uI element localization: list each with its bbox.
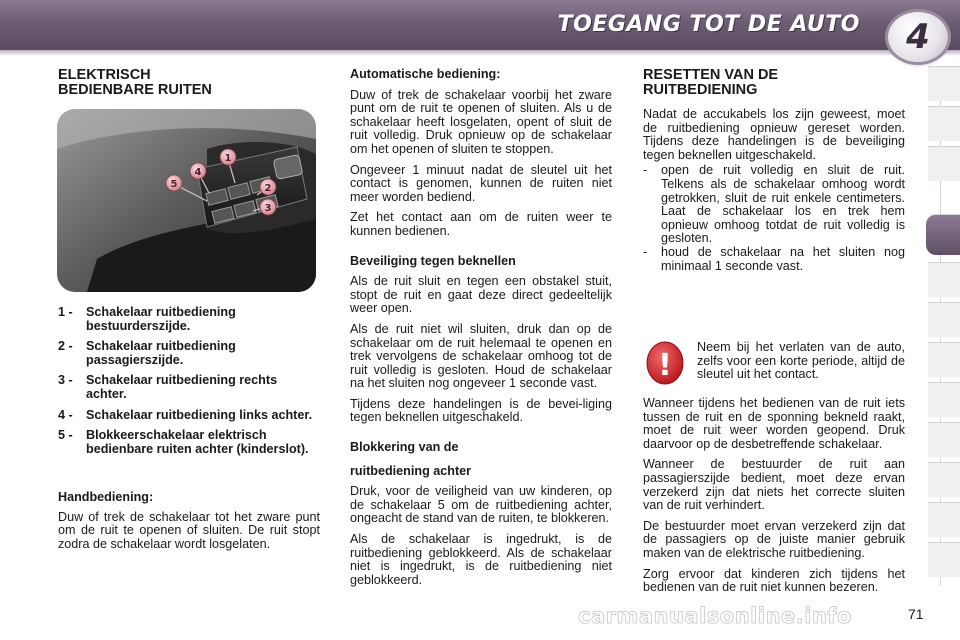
header-shadow <box>0 50 960 56</box>
chapter-tab[interactable] <box>928 262 960 297</box>
chapter-tabs <box>928 66 960 586</box>
door-panel-illustration <box>57 109 316 292</box>
subsection-heading: Beveiliging tegen beknellen <box>350 253 516 268</box>
item-text: houd de schakelaar na het sluiten nog minimaal 1 seconde vast. <box>661 244 905 273</box>
list-item <box>58 429 320 456</box>
bullet-dash: - <box>643 163 648 178</box>
window-switch-photo <box>57 109 316 292</box>
paragraph: Tijdens deze handelingen is de bevei-liging tegen beknellen uitgeschakeld. <box>350 396 612 425</box>
column-safety-notes <box>643 397 905 602</box>
manual-operation-block <box>58 491 320 551</box>
chapter-tab[interactable] <box>928 342 960 377</box>
chapter-tab[interactable] <box>928 66 960 101</box>
paragraph: Als de ruit sluit en tegen een obstakel stuit, stopt de ruit en gaat deze direct gedeeltelijk weer open. <box>350 274 612 316</box>
paragraph: Zet het contact aan om de ruiten weer te kunnen bedienen. <box>350 210 612 238</box>
item-text: Blokkeerschakelaar elektrisch bedienbare ruiten achter (kinderslot). <box>86 428 309 456</box>
list-item <box>58 409 320 423</box>
list-item <box>58 340 320 367</box>
item-text: Schakelaar ruitbediening rechts achter. <box>86 373 278 401</box>
callout-label-3: 3 <box>264 203 272 214</box>
paragraph: De bestuurder moet ervan verzekerd zijn dat de passagiers op de juiste manier gebruik maken van de elektrische ruitbediening. <box>643 518 905 560</box>
paragraph: Ongeveer 1 minuut nadat de sleutel uit het contact is genomen, kunnen de ruiten niet meer worden bediend. <box>350 162 612 204</box>
chapter-tab[interactable] <box>928 462 960 497</box>
chapter-tab[interactable] <box>928 382 960 417</box>
item-text: Schakelaar ruitbediening bestuurderszijde. <box>86 305 236 333</box>
subsection-heading: Automatische bediening: <box>350 67 501 81</box>
chapter-tab[interactable] <box>928 422 960 457</box>
switch-legend-list <box>58 306 320 463</box>
section-title: RUITBEDIENING <box>643 82 758 98</box>
item-text: open de ruit volledig en sluit de ruit. Telkens als de schakelaar omhoog wordt getrokken, sluit de ruit enkele centimeters. Laat de schakelaar los en trek hem opnieuw omhoog totdat de ruit volledig is gesloten. <box>661 163 905 246</box>
callout-label-4: 4 <box>194 167 202 178</box>
section-electric-windows <box>58 68 320 98</box>
chapter-tab[interactable] <box>928 502 960 537</box>
page-title: TOEGANG TOT DE AUTO <box>557 12 860 37</box>
watermark: carmanualsonline.info <box>578 604 852 628</box>
list-item <box>643 246 905 273</box>
chapter-tab[interactable] <box>928 542 960 577</box>
chapter-tab-active[interactable] <box>926 214 960 255</box>
paragraph: Duw of trek de schakelaar voorbij het zware punt om de ruit te openen of sluiten. Als u de schakelaar heeft losgelaten, opent of sluit de ruit volledig. Druk opnieuw op de schakelaar om het openen of sluiten te stoppen. <box>350 87 612 156</box>
callout-label-5: 5 <box>170 179 178 190</box>
chapter-tab[interactable] <box>928 146 960 181</box>
list-item <box>58 374 320 401</box>
item-number: 3 - <box>58 373 73 388</box>
paragraph: Wanneer tijdens het bedienen van de ruit iets tussen de ruit en de sponning bekneld raakt, moet de ruit weer worden geopend. Druk daarvoor op de desbetreffende schakelaar. <box>643 396 905 451</box>
page-number: 71 <box>908 606 924 622</box>
subsection-heading: Blokkering van de <box>350 440 459 455</box>
item-text: Schakelaar ruitbediening links achter. <box>86 407 313 422</box>
bullet-dash: - <box>643 244 648 259</box>
chapter-tab[interactable] <box>928 106 960 141</box>
paragraph: Duw of trek de schakelaar tot het zware punt om de ruit te openen of sluiten. De ruit stopt zodra de schakelaar wordt losgelaten. <box>58 509 320 551</box>
section-title: RESETTEN VAN DE <box>643 67 779 83</box>
chapter-number-badge: 4 <box>888 12 948 62</box>
warning-icon <box>645 340 685 386</box>
paragraph: Wanneer de bestuurder de ruit aan passagierszijde bedient, moet deze ervan verzekerd zijn dat niets het correcte sluiten van de ruit verhindert. <box>643 457 905 513</box>
column-automatic-operation <box>350 68 612 594</box>
subsection-heading: Handbediening: <box>58 490 154 504</box>
callout-label-1: 1 <box>224 153 232 164</box>
item-number: 5 - <box>58 428 73 443</box>
section-title: BEDIENBARE RUITEN <box>58 82 212 98</box>
paragraph: Als de ruit niet wil sluiten, druk dan op de schakelaar om de ruit helemaal te openen en trek vervolgens de schakelaar omhoog tot de ruit volledig is gesloten. Houd de schakelaar na het sluiten nog ongeveer 1 seconde vast. <box>350 321 612 391</box>
item-number: 1 - <box>58 305 73 319</box>
warning-symbol: ! <box>658 348 672 383</box>
paragraph: Druk, voor de veiligheid van uw kinderen, op de schakelaar 5 om de ruitbediening achter, ongeacht de stand van de ruiten, te blokkeren. <box>350 484 612 526</box>
list-item <box>58 306 320 333</box>
paragraph: Als de schakelaar is ingedrukt, is de ruitbediening geblokkeerd. Als de schakelaar niet is ingedrukt, is de ruitbediening niet geblokkeerd. <box>350 532 612 587</box>
paragraph: Nadat de accukabels los zijn geweest, moet de ruitbediening opnieuw gereset worden. Tijdens deze handelingen is de beveiliging tegen beknellen uitgeschakeld. <box>643 107 905 162</box>
item-number: 4 - <box>58 407 73 422</box>
section-reset-windows <box>643 68 905 273</box>
paragraph: Zorg ervoor dat kinderen zich tijdens het bedienen van de ruit niet kunnen bezeren. <box>643 566 905 595</box>
callout-label-2: 2 <box>264 183 272 194</box>
item-number: 2 - <box>58 339 73 354</box>
section-title: ELEKTRISCH <box>58 67 151 83</box>
subsection-heading: ruitbediening achter <box>350 463 472 478</box>
item-text: Schakelaar ruitbediening passagierszijde. <box>86 339 236 367</box>
warning-text: Neem bij het verlaten van de auto, zelfs voor een korte periode, altijd de sleutel uit het contact. <box>697 340 905 382</box>
chapter-tab[interactable] <box>928 302 960 337</box>
list-item <box>643 164 905 246</box>
